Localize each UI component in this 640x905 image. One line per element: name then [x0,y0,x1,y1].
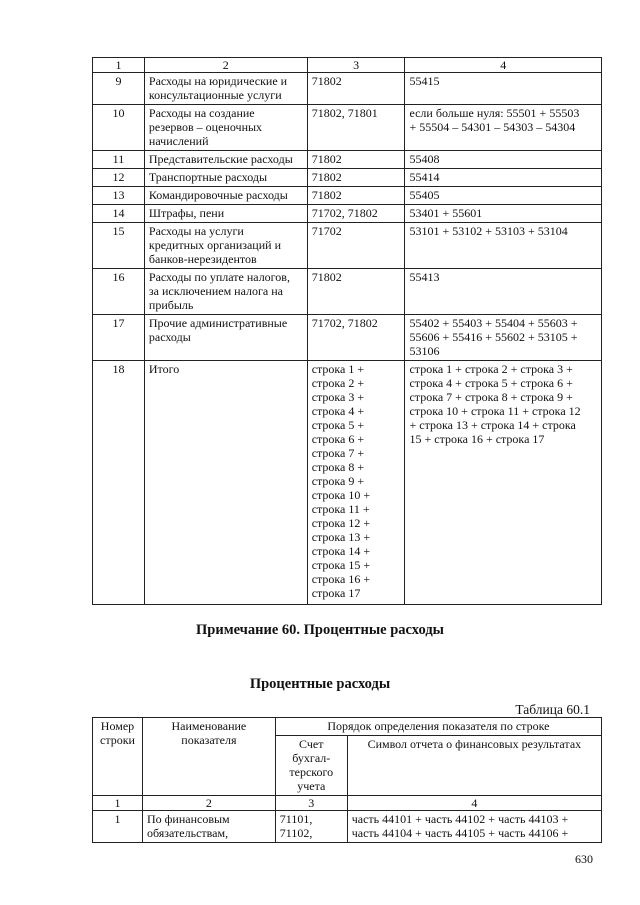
row-name: Расходы на услуги кредитных организаций и банков-нерезидентов [144,223,307,269]
row-name: Транспортные расходы [144,169,307,187]
row-name: Представительские расходы [144,151,307,169]
row-formula: 55402 + 55403 + 55404 + 55603 + 55606 + 55416 + 55602 + 53105 + 53106 [405,315,602,361]
row-number: 12 [93,169,145,187]
row-number: 18 [93,361,145,605]
header-cell: 4 [405,58,602,73]
row-account: 71802 [307,187,405,205]
section-title: Процентные расходы [249,676,391,692]
index-cell: 2 [142,796,275,811]
row-name: Расходы на юридические и консультационные услуги [144,73,307,105]
row-account: 71101, 71102, [275,811,347,843]
row-formula: 53401 + 55601 [405,205,602,223]
row-name: По финансовым обязательствам, [142,811,275,843]
index-cell: 4 [347,796,601,811]
row-number: 11 [93,151,145,169]
header-indicator-name: Наименование показателя [142,718,275,796]
row-account: 71702, 71802 [307,315,405,361]
row-name: Прочие административные расходы [144,315,307,361]
row-formula: строка 1 + строка 2 + строка 3 + строка 4 + строка 5 + строка 6 + строка 7 + строка 8 + строка 9 + строка 10 + строка 11 + строка 12 + строка 13 + строка 14 + строка 15 + строка 16 + строка 17 [405,361,602,605]
row-number: 9 [93,73,145,105]
row-account: 71702 [307,223,405,269]
table-index-row [93,796,602,811]
expenses-table [92,57,602,605]
row-account: 71802 [307,269,405,315]
table-row [93,205,602,223]
header-cell: 2 [144,58,307,73]
row-account: 71802, 71801 [307,105,405,151]
header-cell: 1 [93,58,145,73]
row-number: 14 [93,205,145,223]
table-row [93,187,602,205]
page-number: 630 [575,852,593,866]
header-report-symbol: Символ отчета о финансовых результатах [347,736,601,796]
row-formula: 53101 + 53102 + 53103 + 53104 [405,223,602,269]
table-row [93,361,602,605]
row-name: Штрафы, пени [144,205,307,223]
row-account: 71802 [307,151,405,169]
row-number: 13 [93,187,145,205]
table-row [93,169,602,187]
table-number: Таблица 60.1 [515,702,590,717]
row-name: Командировочные расходы [144,187,307,205]
row-account: 71802 [307,169,405,187]
row-formula: 55414 [405,169,602,187]
row-formula: 55408 [405,151,602,169]
row-account: строка 1 + строка 2 + строка 3 + строка 4 + строка 5 + строка 6 + строка 7 + строка 8 + строка 9 + строка 10 + строка 11 + строка 12 + строка 13 + строка 14 + строка 15 + строка 16 + строка 17 [307,361,405,605]
header-determination-order: Порядок определения показателя по строке [275,718,601,736]
table-row [93,73,602,105]
interest-expenses-table [92,717,602,843]
row-name: Расходы на создание резервов – оценочных начислений [144,105,307,151]
table-row [93,811,602,843]
table-header-row [93,718,602,736]
table-row [93,315,602,361]
header-row-number: Номер строки [93,718,143,796]
row-account: 71802 [307,73,405,105]
table-row [93,223,602,269]
row-formula: 55405 [405,187,602,205]
row-number: 16 [93,269,145,315]
row-formula: 55415 [405,73,602,105]
row-formula: если больше нуля: 55501 + 55503 + 55504 – 54301 – 54303 – 54304 [405,105,602,151]
note-heading: Примечание 60. Процентные расходы [196,622,444,638]
table-row [93,151,602,169]
index-cell: 1 [93,796,143,811]
table-header-row [93,58,602,73]
header-account: Счет бухгал- терского учета [275,736,347,796]
row-name: Расходы по уплате налогов, за исключением налога на прибыль [144,269,307,315]
header-cell: 3 [307,58,405,73]
row-number: 10 [93,105,145,151]
row-account: 71702, 71802 [307,205,405,223]
row-name: Итого [144,361,307,605]
row-number: 15 [93,223,145,269]
index-cell: 3 [275,796,347,811]
row-number: 17 [93,315,145,361]
row-formula: часть 44101 + часть 44102 + часть 44103 + часть 44104 + часть 44105 + часть 44106 + [347,811,601,843]
table-row [93,105,602,151]
row-formula: 55413 [405,269,602,315]
row-number: 1 [93,811,143,843]
table-row [93,269,602,315]
